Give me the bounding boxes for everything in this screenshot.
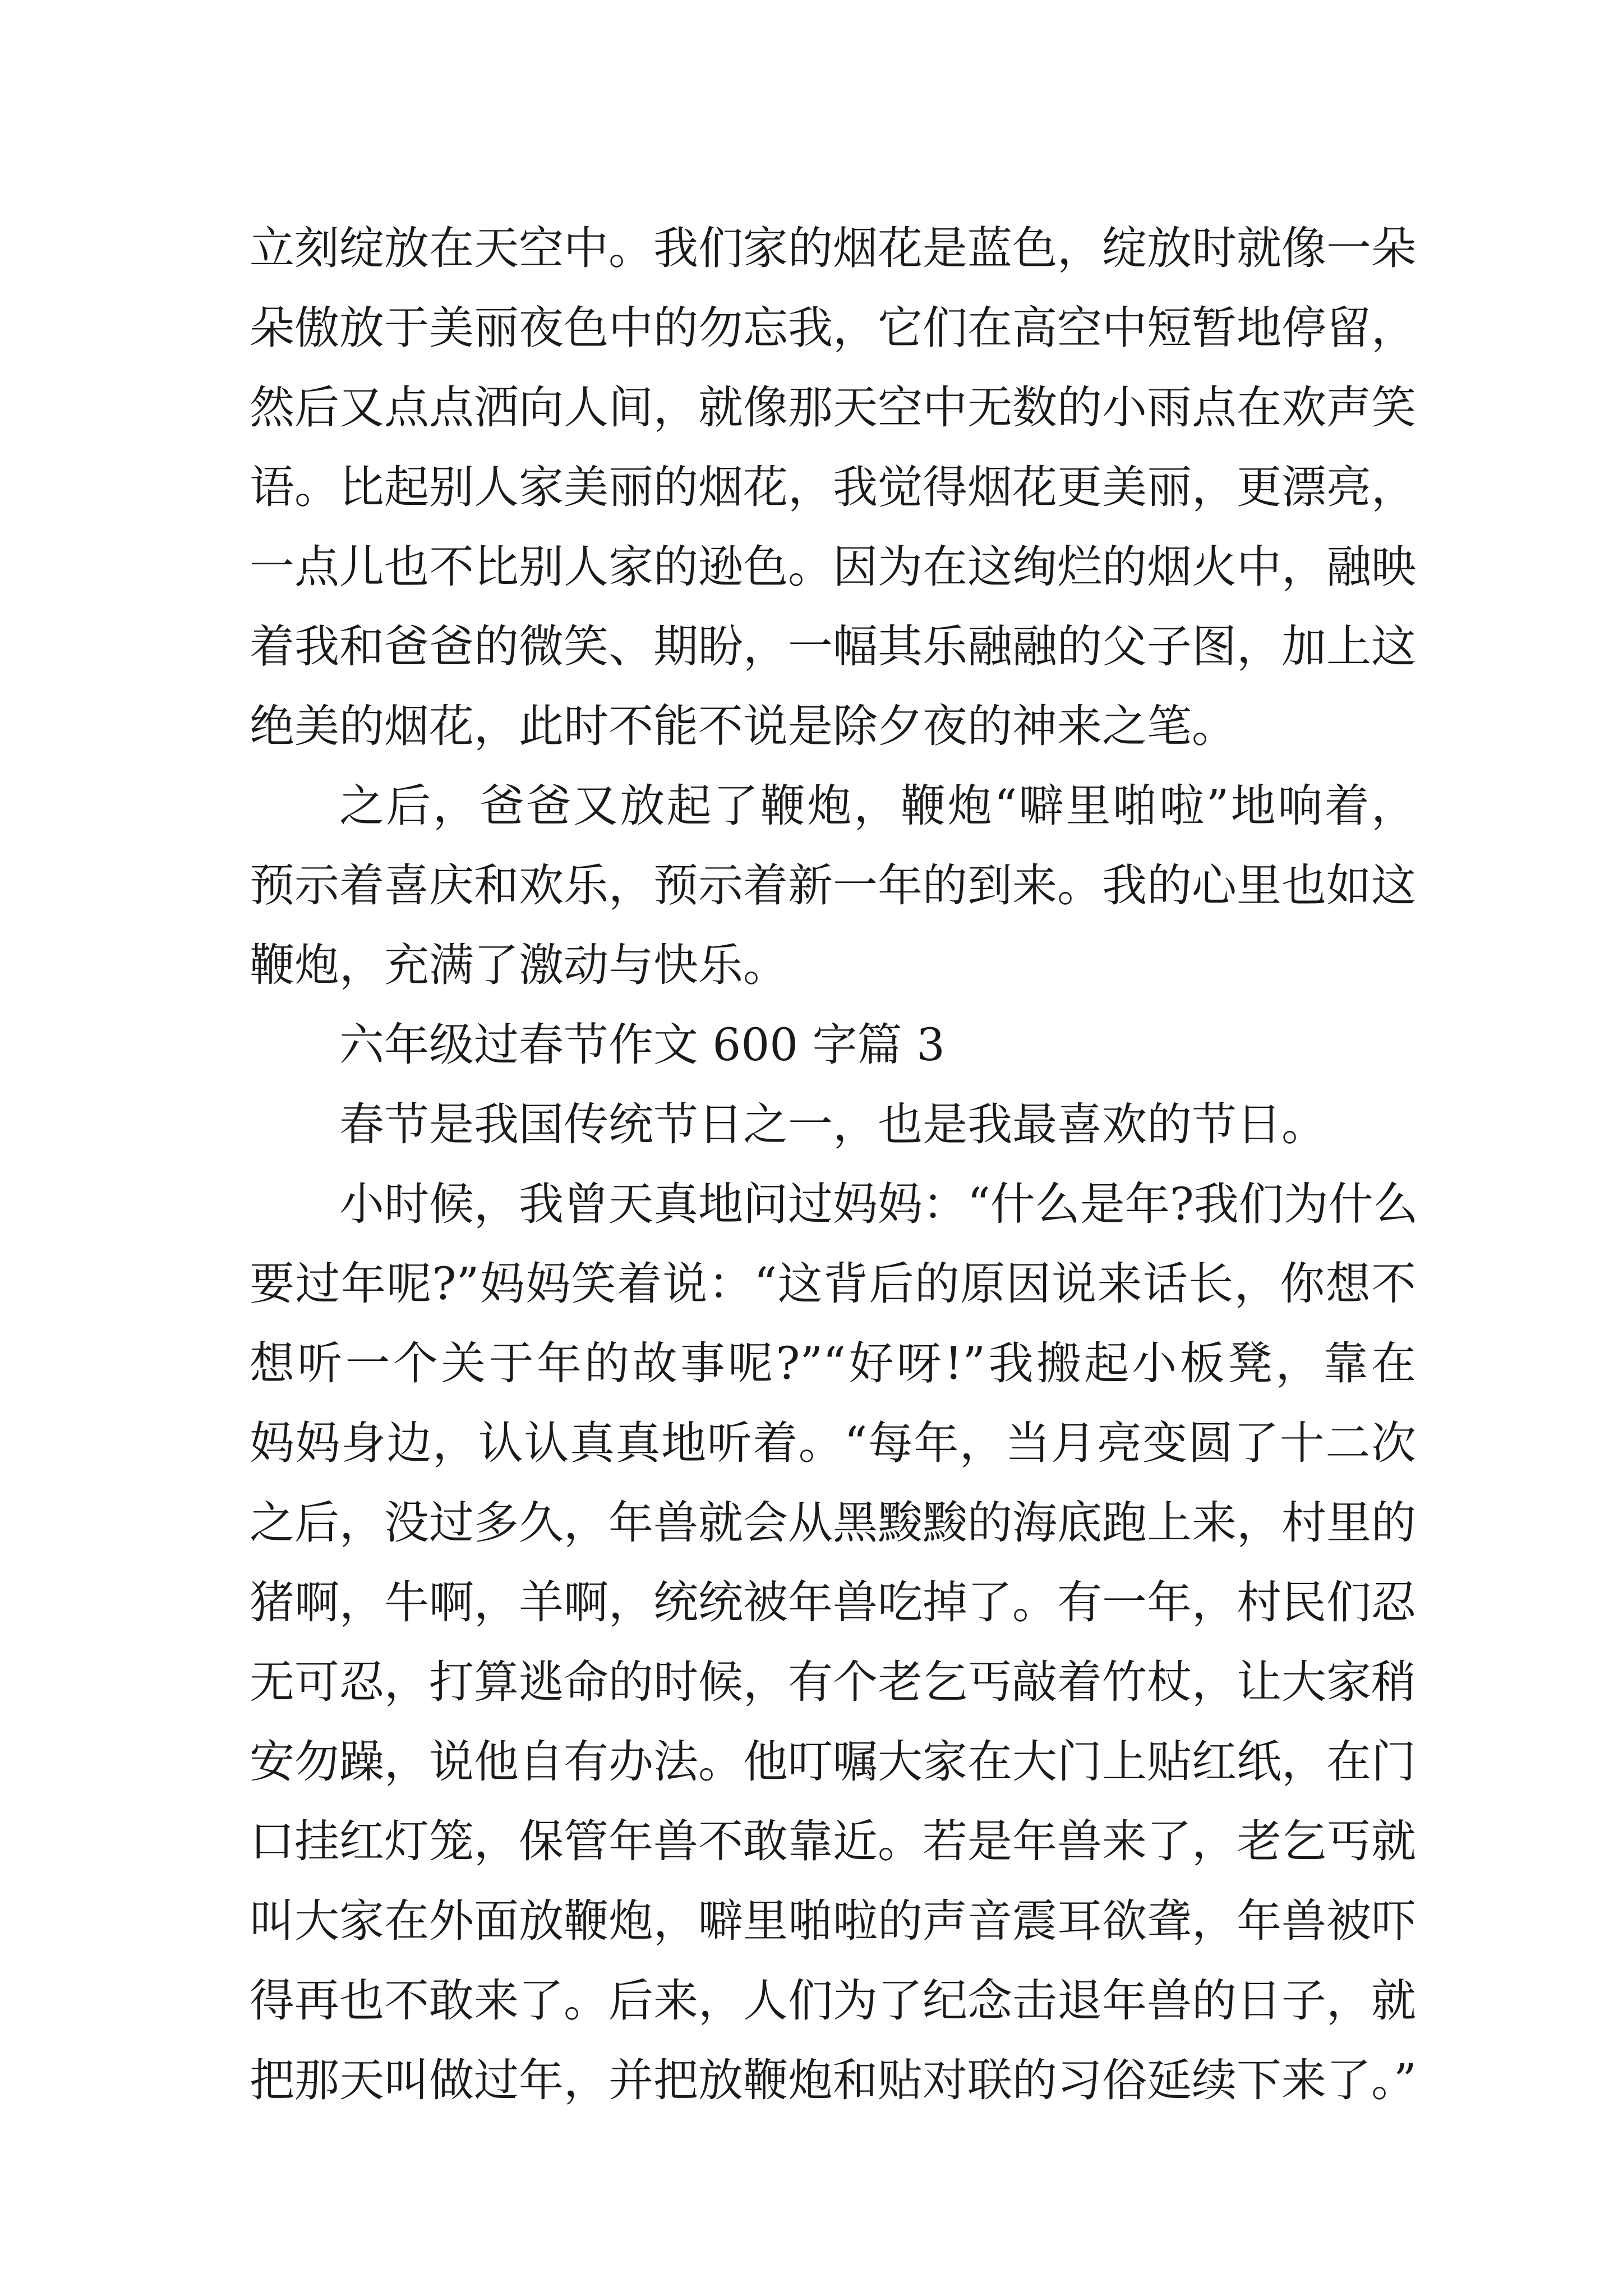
text-line: 立刻绽放在天空中。我们家的烟花是蓝色，绽放时就像一朵 — [250, 222, 1416, 274]
text-line: 然后又点点洒向人间，就像那天空中无数的小雨点在欢声笑 — [250, 381, 1416, 434]
text-line: 着我和爸爸的微笑、期盼，一幅其乐融融的父子图，加上这 — [250, 620, 1416, 673]
text-line: 妈妈身边，认认真真地听着。“每年，当月亮变圆了十二次 — [250, 1417, 1416, 1469]
text-line: 把那天叫做过年，并把放鞭炮和贴对联的习俗延续下来了。” — [250, 2054, 1417, 2106]
text-line: 语。比起别人家美丽的烟花，我觉得烟花更美丽，更漂亮， — [250, 461, 1416, 513]
text-line: 之后，爸爸又放起了鞭炮，鞭炮“噼里啪啦”地响着， — [339, 780, 1416, 832]
text-line: 想听一个关于年的故事呢?”“好呀!”我搬起小板凳，靠在 — [250, 1337, 1416, 1389]
text-line: 要过年呢?”妈妈笑着说：“这背后的原因说来话长，你想不 — [250, 1258, 1416, 1310]
text-line: 六年级过春节作文 600 字篇 3 — [339, 1019, 945, 1071]
text-line: 朵傲放于美丽夜色中的勿忘我，它们在高空中短暂地停留， — [250, 302, 1416, 354]
text-line: 叫大家在外面放鞭炮，噼里啪啦的声音震耳欲聋，年兽被吓 — [250, 1895, 1416, 1947]
text-line: 之后，没过多久，年兽就会从黑黢黢的海底跑上来，村里的 — [250, 1497, 1416, 1549]
text-line: 一点儿也不比别人家的逊色。因为在这绚烂的烟火中，融映 — [250, 541, 1416, 593]
text-line: 猪啊，牛啊，羊啊，统统被年兽吃掉了。有一年，村民们忍 — [250, 1576, 1416, 1628]
text-line: 安勿躁，说他自有办法。他叮嘱大家在大门上贴红纸，在门 — [250, 1736, 1416, 1788]
text-line: 绝美的烟花，此时不能不说是除夕夜的神来之笔。 — [250, 700, 1237, 752]
text-line: 春节是我国传统节日之一，也是我最喜欢的节日。 — [339, 1098, 1326, 1151]
text-line: 无可忍，打算逃命的时候，有个老乞丐敲着竹杖，让大家稍 — [250, 1656, 1416, 1708]
text-line: 得再也不敢来了。后来，人们为了纪念击退年兽的日子，就 — [250, 1975, 1416, 2027]
document-body — [250, 209, 1416, 2120]
text-line: 鞭炮，充满了激动与快乐。 — [250, 939, 788, 991]
text-line: 小时候，我曾天真地问过妈妈：“什么是年?我们为什么 — [339, 1178, 1418, 1230]
text-line: 口挂红灯笼，保管年兽不敢靠近。若是年兽来了，老乞丐就 — [250, 1815, 1416, 1867]
text-line: 预示着喜庆和欢乐，预示着新一年的到来。我的心里也如这 — [250, 859, 1416, 912]
